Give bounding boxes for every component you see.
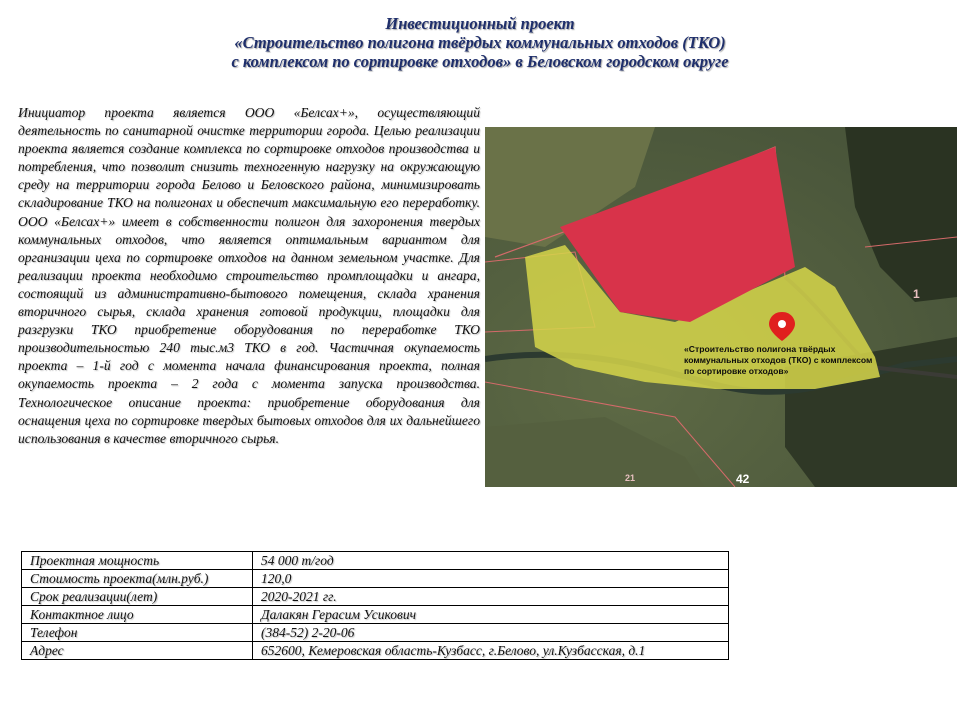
table-row <box>22 642 729 660</box>
map-project-label: «Строительство полигона твёрдых коммунальных отходов (ТКО) с комплексом по сортировке отходов» <box>684 344 873 376</box>
page-title <box>0 14 960 71</box>
title-line-3: с комплексом по сортировке отходов» в Беловском городском округе <box>231 52 729 71</box>
row-key: Телефон <box>22 624 253 642</box>
map-graphic <box>485 127 957 487</box>
map-number-21: 21 <box>625 473 636 483</box>
row-value: 54 000 т/год <box>253 552 729 570</box>
title-line-1: Инвестиционный проект <box>385 14 575 33</box>
row-value: Далакян Герасим Усикович <box>253 606 729 624</box>
map-number-42: 42 <box>736 472 750 486</box>
table-row <box>22 588 729 606</box>
project-info-table <box>21 551 729 660</box>
row-key: Стоимость проекта(млн.руб.) <box>22 570 253 588</box>
row-value: 2020-2021 гг. <box>253 588 729 606</box>
row-key: Контактное лицо <box>22 606 253 624</box>
table-row <box>22 606 729 624</box>
satellite-map <box>485 127 957 487</box>
row-value: (384-52) 2-20-06 <box>253 624 729 642</box>
table-row <box>22 552 729 570</box>
row-key: Адрес <box>22 642 253 660</box>
row-key: Проектная мощность <box>22 552 253 570</box>
project-description: Инициатор проекта является ООО «Белсах+», осуществляющий деятельность по санитарной очистке территории города. Целью реализации проекта является создание комплекса по сортировке отходов производства и потребления, что позволит снизить техногенную нагрузку на окружающую среду на территории города Белово и Беловского района, минимизировать складирование ТКО на полигонах и обеспечит максимальную его переработку. ООО «Белсах+» имеет в собственности полигон для захоронения твердых коммунальных отходов, что является оптимальным вариантом для организации цеха по сортировке отходов на данном земельном участке. Для реализации проекта необходимо строительство промплощадки и ангара, состоящий из административно-бытового помещения, склада хранения вторичного сырья, склада хранения готовой продукции, площадки для разгрузки ТКО приобретение оборудования по переработке ТКО производительностью 240 тыс.м3 ТКО в год. Частичная окупаемость проекта – 1-й год с момента начала финансирования проекта, полная окупаемость проекта – 2 года с момента запуска производства. Технологическое описание проекта: приобретение оборудования для оснащения цеха по сортировке твердых бытовых отходов для их дальнейшего использования в качестве вторичного сырья. <box>18 105 480 446</box>
title-line-2: «Строительство полигона твёрдых коммунальных отходов (ТКО) <box>234 33 726 52</box>
row-value: 120,0 <box>253 570 729 588</box>
row-value: 652600, Кемеровская область-Кузбасс, г.Белово, ул.Кузбасская, д.1 <box>253 642 729 660</box>
table-row <box>22 624 729 642</box>
map-number-1: 1 <box>913 287 920 301</box>
row-key: Срок реализации(лет) <box>22 588 253 606</box>
table-row <box>22 570 729 588</box>
